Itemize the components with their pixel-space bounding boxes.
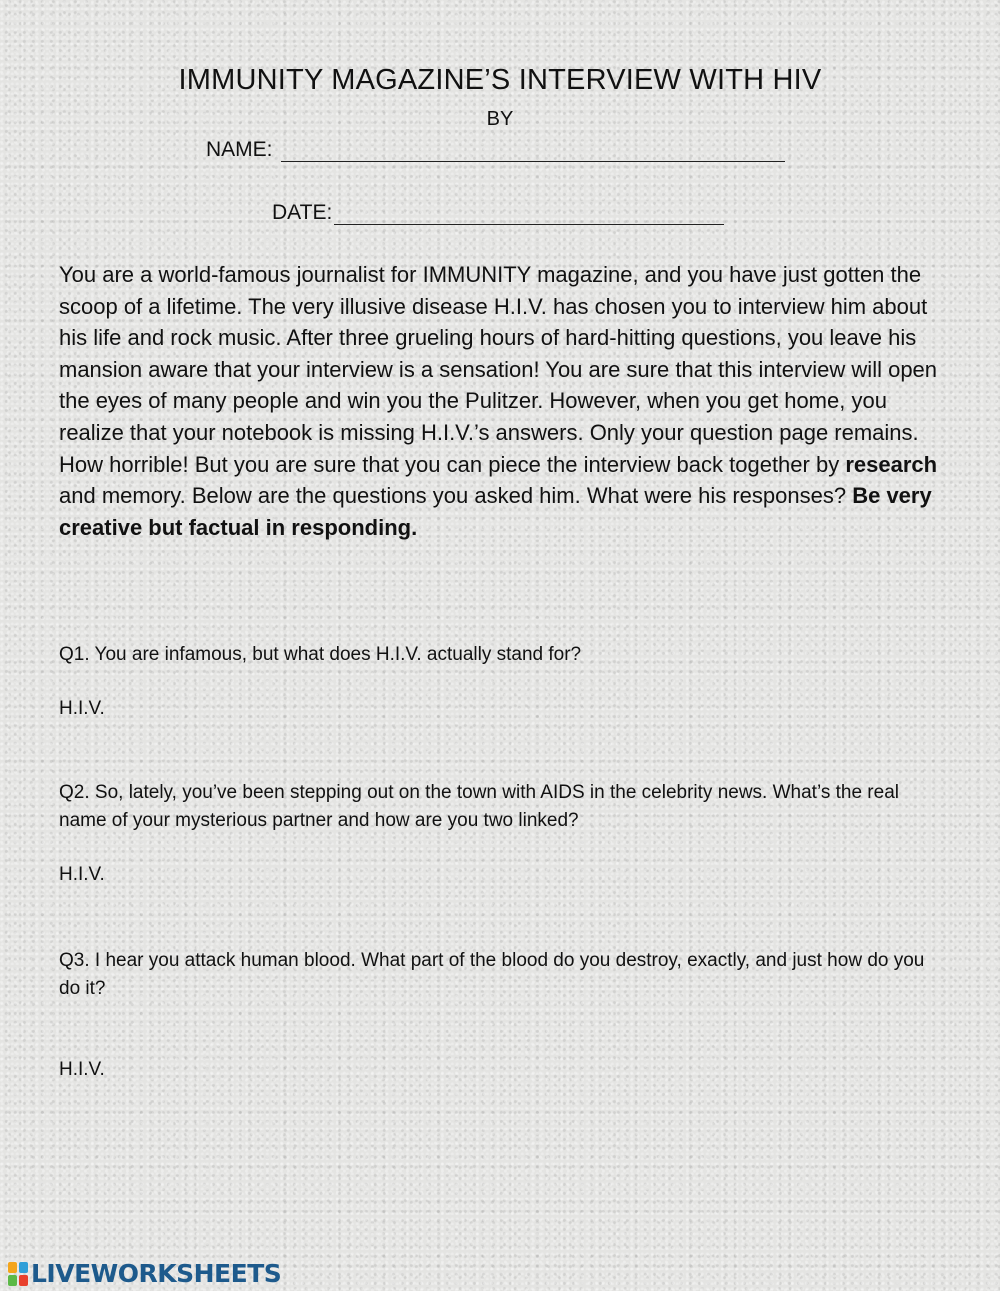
page-title: IMMUNITY MAGAZINE’S INTERVIEW WITH HIV <box>178 64 822 96</box>
date-field-row <box>272 201 724 225</box>
date-field[interactable] <box>334 202 724 225</box>
intro-bold-research: research <box>845 451 938 477</box>
logo-text: LIVEWORKSHEETS <box>31 1259 282 1288</box>
answer-2-label: H.I.V. <box>59 864 105 885</box>
liveworksheets-logo <box>8 1259 281 1288</box>
question-2: Q2. So, lately, you’ve been stepping out on the town with AIDS in the celebrity news. What’s the real name of your mysterious partner and how are you two linked? <box>59 782 899 831</box>
date-label: DATE: <box>272 201 333 224</box>
intro-text-part2: and memory. Below are the questions you asked him. What were his responses? <box>59 483 853 509</box>
answer-3-label: H.I.V. <box>59 1059 105 1080</box>
name-label: NAME: <box>206 138 273 161</box>
intro-bold-instruction: Be very creative but factual in responding. <box>59 483 932 540</box>
by-label: BY <box>486 108 514 130</box>
question-3: Q3. I hear you attack human blood. What part of the blood do you destroy, exactly, and just how do you do it? <box>59 950 925 999</box>
intro-text-part1: You are a world-famous journalist for IMMUNITY magazine, and you have just gotten the scoop of a lifetime. The very illusive disease H.I.V. has chosen you to interview him about his life and rock music. After three grueling hours of hard-hitting questions, you leave his mansion aware that your interview is a sensation! You are sure that this interview will open the eyes of many people and win you the Pulitzer. However, when you get home, you realize that your notebook is missing H.I.V.’s answers. Only your question page remains. How horrible! But you are sure that you can piece the interview back together by <box>59 262 938 477</box>
name-field[interactable] <box>281 139 785 162</box>
answer-1-label: H.I.V. <box>59 698 105 719</box>
liveworksheets-logo-icon <box>8 1262 28 1286</box>
intro-paragraph <box>59 259 949 543</box>
question-1: Q1. You are infamous, but what does H.I.V. actually stand for? <box>59 644 582 665</box>
name-field-row <box>206 138 785 162</box>
